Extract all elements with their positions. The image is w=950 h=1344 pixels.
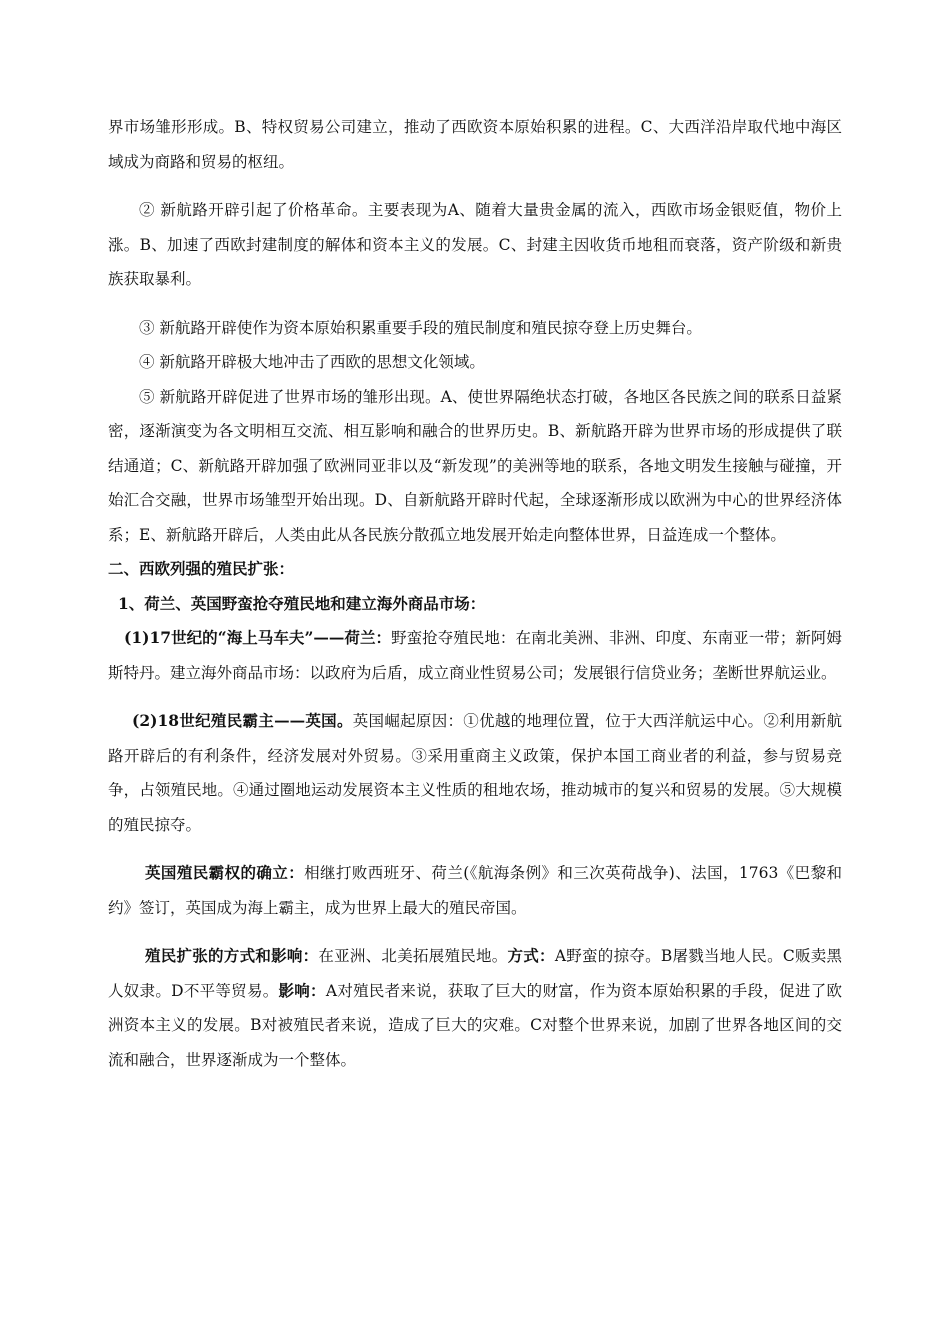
paragraph-britain [108, 704, 842, 842]
paragraph-lead: (1)17世纪的“海上马车夫”——荷兰： [124, 628, 392, 647]
section-heading: 二、西欧列强的殖民扩张： [108, 559, 295, 578]
paragraph-text: 相继打败西班牙、荷兰(《航海条例》和三次英荷战争)、法国，1763《巴黎和约》签订，英国成为海上霸主，成为世界上最大的殖民帝国。 [108, 864, 842, 917]
paragraph-culture-impact: ④ 新航路开辟极大地冲击了西欧的思想文化领域。 [139, 353, 485, 371]
paragraph-text: 在亚洲、北美拓展殖民地。 [318, 947, 508, 965]
subsection-heading: 1、荷兰、英国野蛮抢夺殖民地和建立海外商品市场： [118, 593, 486, 613]
paragraph-netherlands [108, 621, 842, 690]
paragraph-price-revolution: ② 新航路开辟引起了价格革命。主要表现为A、随着大量贵金属的流入，西欧市场金银贬值，物价上涨。B、加速了西欧封建制度的解体和资本主义的发展。C、封建主因收货币地租而衰落，资产阶级和新贵族获取暴利。 [108, 201, 842, 288]
paragraph-colonial-system: ③ 新航路开辟使作为资本原始积累重要手段的殖民制度和殖民掠夺登上历史舞台。 [139, 318, 702, 337]
paragraph-text: 英国崛起原因：①优越的地理位置，位于大西洋航运中心。②利用新航路开辟后的有利条件，经济发展对外贸易。③采用重商主义政策，保护本国工商业者的利益，参与贸易竞争，占领殖民地。④通过圈地运动发展资本主义性质的租地农场，推动城市的复兴和贸易的发展。⑤大规模的殖民掠夺。 [108, 712, 842, 834]
impact-label: 影响： [278, 980, 326, 1000]
document-body [108, 110, 842, 1077]
paragraph-lead: 英国殖民霸权的确立： [145, 863, 305, 882]
methods-label: 方式： [507, 946, 555, 965]
methods-text: A野蛮的掠夺。B屠戮当地人民。C贩卖黑人奴隶。D不平等贸易。 [108, 947, 842, 1000]
impact-text: A对殖民者来说，获取了巨大的财富，作为资本原始积累的手段，促进了欧洲资本主义的发展。B对被殖民者来说，造成了巨大的灾难。C对整个世界来说，加剧了世界各地区间的交流和融合，世界逐渐成为一个整体。 [108, 981, 842, 1069]
paragraph-lead: (2)18世纪殖民霸主——英国。 [132, 711, 353, 730]
paragraph-british-hegemony [108, 856, 842, 925]
paragraph-world-market: ⑤ 新航路开辟促进了世界市场的雏形出现。A、使世界隔绝状态打破，各地区各民族之间的联系日益紧密，逐渐演变为各文明相互交流、相互影响和融合的世界历史。B、新航路开辟为世界市场的形成提供了联结通道；C、新航路开辟加强了欧洲同亚非以及“新发现”的美洲等地的联系，各地文明发生接触与碰撞，开始汇合交融，世界市场雏型开始出现。D、自新航路开辟时代起，全球逐渐形成以欧洲为中心的世界经济体系；E、新航路开辟后，人类由此从各民族分散孤立地发展开始走向整体世界，日益连成一个整体。 [108, 387, 842, 544]
paragraph-lead: 殖民扩张的方式和影响： [145, 946, 319, 965]
paragraph-text: 野蛮抢夺殖民地：在南北美洲、非洲、印度、东南亚一带；新阿姆斯特丹。建立海外商品市场：以政府为后盾，成立商业性贸易公司；发展银行信贷业务；垄断世界航运业。 [108, 629, 842, 682]
paragraph-continuation: 界市场雏形形成。B、特权贸易公司建立，推动了西欧资本原始积累的进程。C、大西洋沿岸取代地中海区域成为商路和贸易的枢纽。 [108, 118, 842, 171]
paragraph-colonial-expansion [108, 939, 842, 1077]
